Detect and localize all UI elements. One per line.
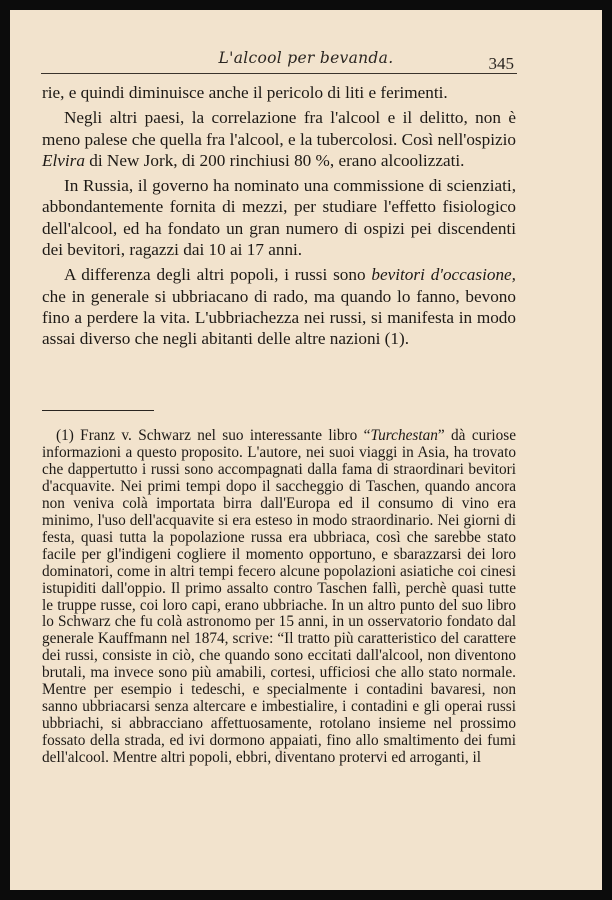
footnote: [42, 428, 516, 767]
paragraph-text: che in generale si ubbriacano di rado, ma quando lo fanno, bevono fino a perdere la vita. L'ubbriachezza nei russi, si manifesta in modo assai diverso che negli abitanti delle altre nazioni (1).: [42, 286, 516, 349]
paragraph-russia: [42, 175, 516, 260]
italic-term: bevitori d'occasione,: [371, 265, 516, 285]
footnote-text: ” dà curiose informazioni a questo proposito. L'autore, nei suoi viaggi in Asia, ha trovato che dappertutto i russi sono accompagnati dalla fama di straordinari bevitori d'acquavite. Nei primi tempi dopo il saccheggio di Taschen, quando ancora non veniva colà importata birra dall'Europa ed il consumo di vino era minimo, l'uso dell'acquavite si era esteso in modo straordinario. Nei giorni di festa, quasi tutta la popolazione russa era ubbriaca, così che sarebbe stato facile per gl'indigeni cogliere il momento opportuno, e sbarazzarsi dei loro dominatori, come in altri tempi fecero alcune popolazioni asiatiche coi cinesi istupiditi dall'oppio. Il primo assalto contro Taschen fallì, perchè quasi tutte le truppe russe, coi loro capi, erano ubbriache. In un altro punto del suo libro lo Schwarz che fu colà astronomo per 15 anni, in un osservatorio fondato dal generale Kauffmann nel 1874, scrive: “Il tratto più caratteristico del carattere dei russi, consiste in ciò, che quando sono eccitati dall'alcool, non diventono brutali, ma invece sono più amabili, cortesi, ufficiosi che allo stato normale. Mentre per esempio i tedeschi, e specialmente i contadini bavaresi, non sanno ubbriacarsi senza altercare e imbestialire, i contadini e gli operai russi ubbriachi, si abbracciano affettuosamente, rotolano insieme nel prossimo fossato della strada, ed ivi dormono appaiati, fino allo smaltimento dei fumi dell'alcool. Mentre altri popoli, ebbri, diventano protervi ed arroganti, il: [42, 427, 516, 767]
italic-term: Elvira: [42, 150, 85, 170]
paragraph-text: A differenza degli altri popoli, i russi sono: [64, 265, 366, 285]
paragraph-crime: [42, 107, 516, 171]
footnote-text: (1) Franz v. Schwarz nel suo interessante libro “: [56, 427, 371, 444]
paragraph-drinkers: [42, 264, 516, 349]
running-title: L'alcool per bevanda.: [218, 49, 394, 67]
paragraph-text: Negli altri paesi, la correlazione fra l'alcool e il delitto, non è meno palese che quella fra l'alcool, e la tubercolosi. Così nell'ospizio: [42, 108, 516, 149]
paragraph-text: rie, e quindi diminuisce anche il pericolo di liti e ferimenti.: [42, 83, 448, 102]
paragraph-text: di New Jork, di 200 rinchiusi 80 %, erano alcoolizzati.: [89, 150, 465, 170]
paragraph-text: In Russia, il governo ha nominato una commissione di scienziati, abbondantemente fornita di mezzi, per studiare l'effetto fisiologico dell'alcool, ed ha fondato un gran numero di ospizi pei discendenti dei bevitori, ragazzi dai 10 ai 17 anni.: [42, 176, 516, 260]
main-text: [42, 82, 516, 350]
paragraph-continuation: [42, 82, 516, 103]
book-title: Turchestan: [370, 427, 438, 444]
footnote-rule: [42, 410, 154, 411]
header-rule: [41, 73, 517, 74]
page-number: 345: [488, 54, 514, 73]
book-page: [10, 10, 602, 890]
